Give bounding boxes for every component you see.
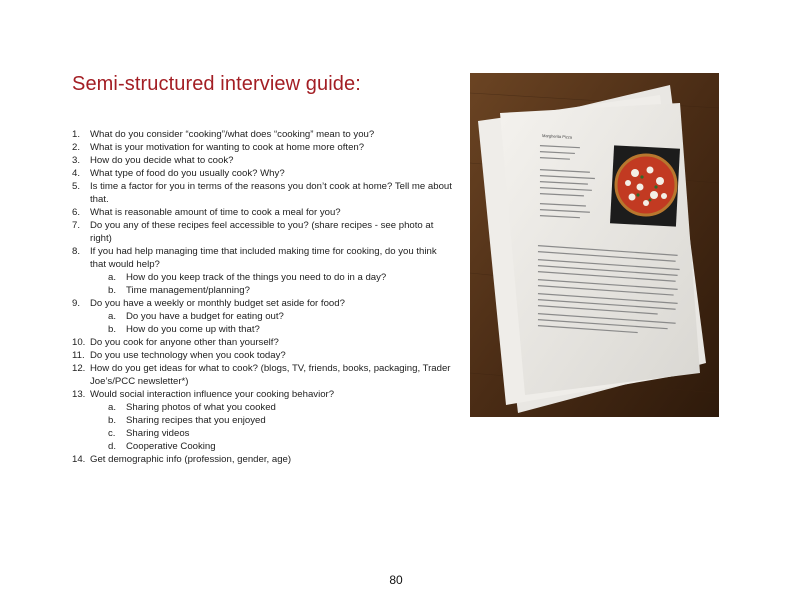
question-item: [72, 128, 452, 141]
question-number: 1.: [72, 129, 81, 140]
question-item: [72, 167, 452, 180]
sub-question-letter: c.: [108, 428, 116, 439]
question-number: 3.: [72, 155, 81, 166]
sub-question-item: [72, 401, 452, 414]
question-number: 14.: [72, 454, 86, 465]
sub-question-item: [72, 440, 452, 453]
sub-question-letter: a.: [108, 272, 117, 283]
sub-question-text: Do you have a budget for eating out?: [126, 311, 284, 322]
sub-question-item: [72, 427, 452, 440]
question-number: 12.: [72, 363, 86, 374]
question-number: 8.: [72, 246, 81, 257]
question-item: [72, 362, 452, 388]
sub-question-letter: a.: [108, 402, 117, 413]
question-item: [72, 180, 452, 206]
question-text: Get demographic info (profession, gender, age): [90, 454, 292, 465]
question-number: 9.: [72, 298, 81, 309]
question-number: 13.: [72, 389, 86, 400]
sub-question-text: Time management/planning?: [126, 285, 250, 296]
question-text: How do you decide what to cook?: [90, 155, 234, 166]
question-number: 10.: [72, 337, 86, 348]
question-text: What do you consider “cooking”/what does “cooking” mean to you?: [90, 129, 375, 140]
sub-question-letter: b.: [108, 324, 117, 335]
question-text: Is time a factor for you in terms of the reasons you don’t cook at home? Tell me about that.: [90, 181, 452, 205]
question-item: [72, 154, 452, 167]
sub-question-letter: b.: [108, 285, 117, 296]
sub-question-letter: a.: [108, 311, 117, 322]
question-item: [72, 219, 452, 245]
question-item: [72, 336, 452, 349]
sub-question-item: [72, 310, 452, 323]
sub-question-letter: d.: [108, 441, 117, 452]
question-item: [72, 349, 452, 362]
question-text: Do you have a weekly or monthly budget set aside for food?: [90, 298, 345, 309]
sub-question-item: [72, 323, 452, 336]
sub-question-text: Sharing recipes that you enjoyed: [126, 415, 266, 426]
sub-question-item: [72, 284, 452, 297]
question-number: 11.: [72, 350, 85, 361]
page-title: Semi-structured interview guide:: [72, 73, 361, 95]
question-item: [72, 141, 452, 154]
question-text: Do you use technology when you cook today?: [90, 350, 286, 361]
page-number: 80: [389, 573, 403, 587]
question-text: Do you cook for anyone other than yourself?: [90, 337, 279, 348]
sub-question-text: Cooperative Cooking: [126, 441, 216, 452]
question-item: [72, 453, 452, 466]
sub-question-item: [72, 414, 452, 427]
question-text: What type of food do you usually cook? Why?: [90, 168, 285, 179]
recipe-title: Margherita Pizza: [541, 133, 573, 140]
question-item: [72, 388, 452, 401]
interview-question-list: [72, 128, 452, 466]
paper-sheet-front: [500, 103, 700, 395]
question-text: Would social interaction influence your cooking behavior?: [90, 389, 335, 400]
question-item: [72, 245, 452, 271]
question-item: [72, 297, 452, 310]
recipe-photo-illustration: [470, 73, 719, 417]
question-number: 7.: [72, 220, 81, 231]
recipe-photo: [470, 73, 719, 417]
question-number: 2.: [72, 142, 81, 153]
question-item: [72, 206, 452, 219]
sub-question-letter: b.: [108, 415, 117, 426]
question-number: 5.: [72, 181, 81, 192]
sub-question-text: Sharing photos of what you cooked: [126, 402, 276, 413]
pizza-image: [610, 145, 680, 226]
question-text: How do you get ideas for what to cook? (blogs, TV, friends, books, packaging, Trader Joe’s/PCC newsletter*): [90, 363, 451, 387]
question-number: 4.: [72, 168, 81, 179]
question-text: What is reasonable amount of time to cook a meal for you?: [90, 207, 341, 218]
sub-question-item: [72, 271, 452, 284]
sub-question-text: Sharing videos: [126, 428, 190, 439]
question-number: 6.: [72, 207, 81, 218]
question-text: If you had help managing time that included making time for cooking, do you think that would help?: [90, 246, 437, 270]
sub-question-text: How do you come up with that?: [126, 324, 260, 335]
question-text: Do you any of these recipes feel accessible to you? (share recipes - see photo at right): [90, 220, 434, 244]
sub-question-text: How do you keep track of the things you need to do in a day?: [126, 272, 387, 283]
question-text: What is your motivation for wanting to cook at home more often?: [90, 142, 365, 153]
